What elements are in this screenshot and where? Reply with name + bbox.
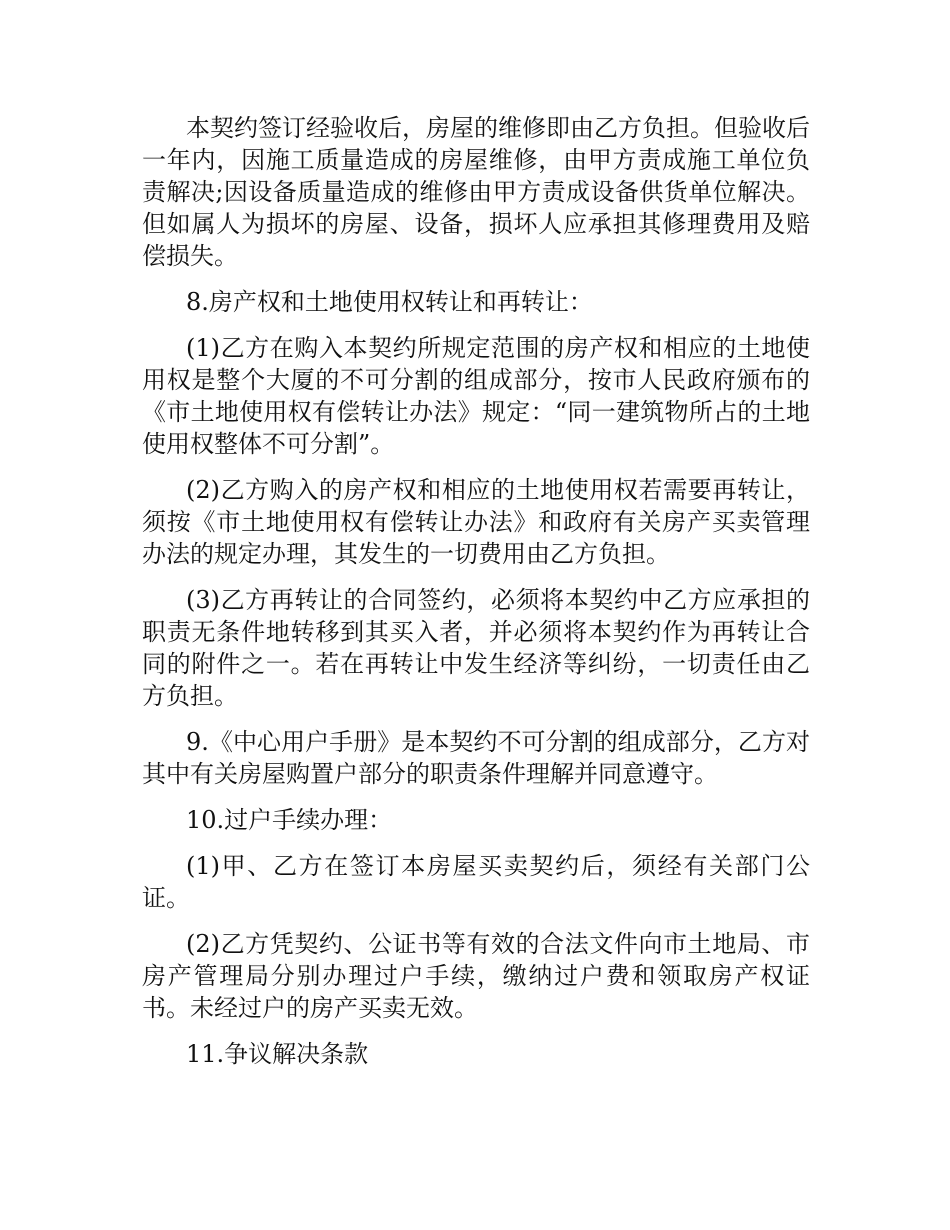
- paragraph-8-3: (3)乙方再转让的合同签约，必须将本契约中乙方应承担的职责无条件地转移到其买入者，并必须将本契约作为再转让合同的附件之一。若在再转让中发生经济等纠纷，一切责任由乙方负担。: [142, 586, 810, 710]
- paragraph-10-1: (1)甲、乙方在签订本房屋买卖契约后，须经有关部门公证。: [142, 852, 810, 912]
- document-page: [142, 112, 810, 1084]
- paragraph-section-9: 9.《中心用户手册》是本契约不可分割的组成部分，乙方对其中有关房屋购置户部分的职责条件理解并同意遵守。: [142, 728, 810, 788]
- paragraph-10-2: (2)乙方凭契约、公证书等有效的合法文件向市土地局、市房产管理局分别办理过户手续，缴纳过户费和领取房产权证书。未经过户的房产买卖无效。: [142, 930, 810, 1022]
- heading-section-8: 8.房产权和土地使用权转让和再转让：: [186, 288, 593, 316]
- heading-section-11: 11.争议解决条款: [186, 1040, 369, 1068]
- heading-section-10: 10.过户手续办理：: [186, 806, 393, 834]
- paragraph-8-1: (1)乙方在购入本契约所规定范围的房产权和相应的土地使用权是整个大厦的不可分割的组成部分，按市人民政府颁布的《市土地使用权有偿转让办法》规定：“同一建筑物所占的土地使用权整体不可分割”。: [142, 334, 810, 458]
- paragraph-8-2: (2)乙方购入的房产权和相应的土地使用权若需要再转让，须按《市土地使用权有偿转让办法》和政府有关房产买卖管理办法的规定办理，其发生的一切费用由乙方负担。: [142, 476, 810, 568]
- paragraph-maintenance: 本契约签订经验收后，房屋的维修即由乙方负担。但验收后一年内，因施工质量造成的房屋维修，由甲方责成施工单位负责解决;因设备质量造成的维修由甲方责成设备供货单位解决。但如属人为损坏的房屋、设备，损坏人应承担其修理费用及赔偿损失。: [142, 114, 810, 270]
